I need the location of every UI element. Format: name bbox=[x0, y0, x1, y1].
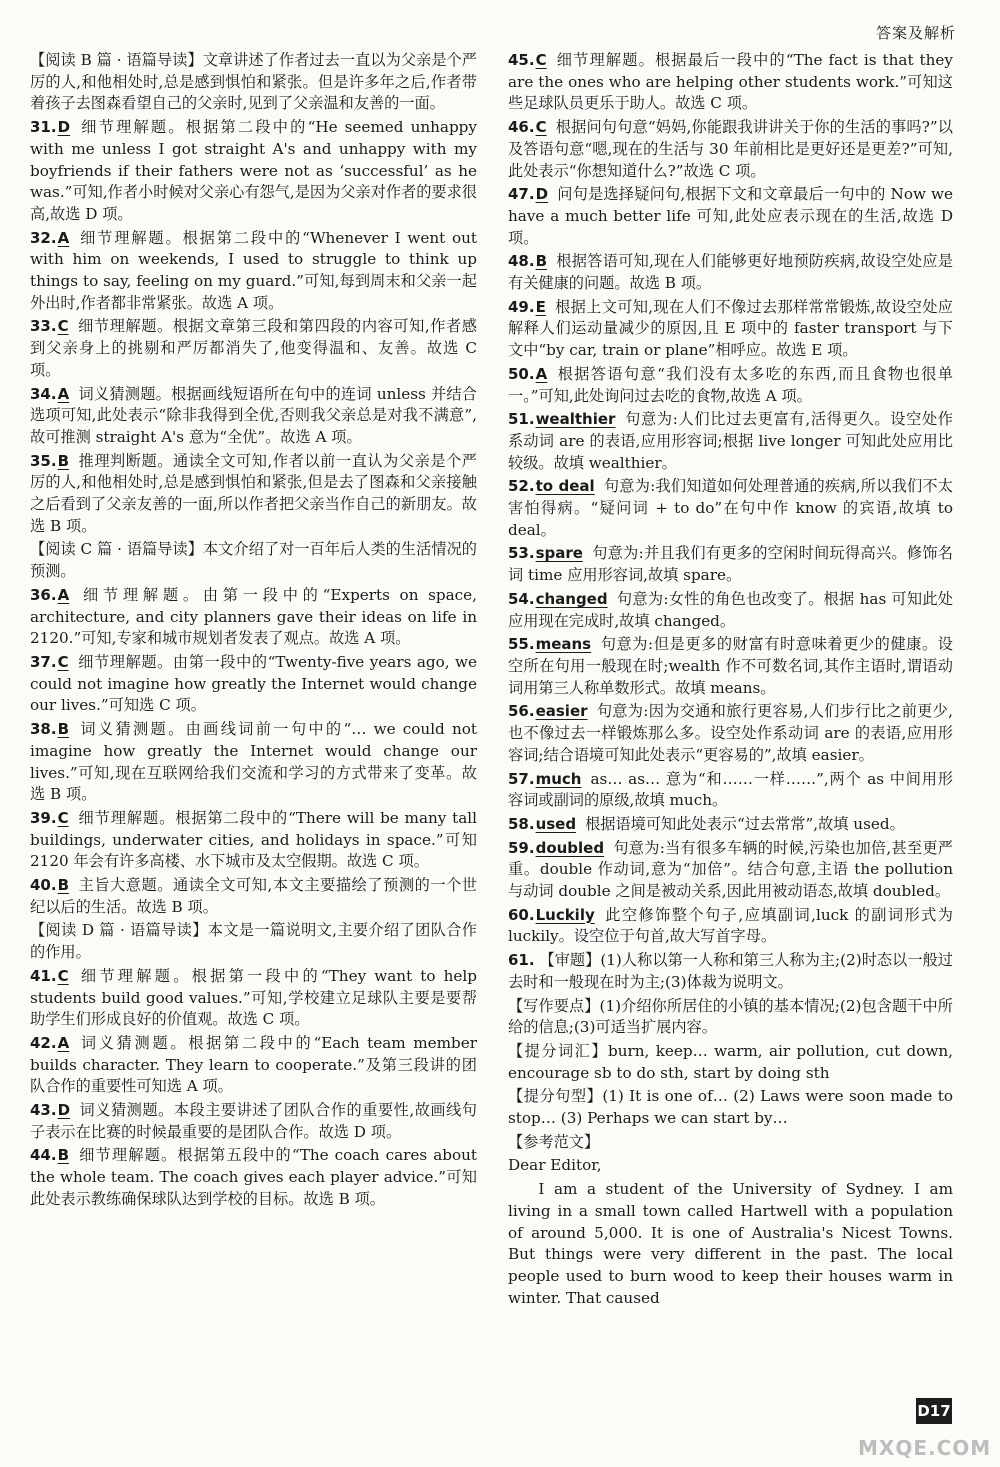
answer-item bbox=[508, 701, 953, 766]
answer-item bbox=[30, 652, 477, 717]
item-number: 48. bbox=[508, 252, 535, 271]
item-number: 34. bbox=[30, 384, 57, 403]
item-answer: doubled bbox=[535, 838, 605, 857]
item-explanation: 根据上文可知,现在人们不像过去那样常常锻炼,故设空处应解释人们运动量减少的原因,且 E 项中的 faster transport 与下文中“by car, train or plane”相呼应。故选 E 项。 bbox=[508, 297, 953, 360]
item-explanation: 句意为:因为交通和旅行更容易,人们步行比之前更少,也不像过去一样锻炼那么多。设空处作系动词 are 的表语,应用形容词;结合语境可知此处表示“更容易的”,故填 easier。 bbox=[508, 702, 953, 764]
right-column bbox=[508, 50, 953, 1311]
paragraph: 【提分词汇】burn, keep… warm, air pollution, cut down, encourage sb to do sth, start by doing sth bbox=[508, 1041, 953, 1082]
item-explanation: 细节理解题。由第一段中的“Twenty-five years ago, we could not imagine how greatly the Internet would change our lives.”可知选 C 项。 bbox=[30, 652, 477, 715]
watermark: MXQE.COM bbox=[858, 1436, 992, 1460]
item-explanation: 细节理解题。根据第二段中的“Whenever I went out with him on weekends, I used to struggle to think up things to say, feeling on my guard.”可知,每到周末和父亲一起外出时,作者都非常紧张。故选 A 项。 bbox=[30, 228, 477, 312]
item-explanation: 问句是选择疑问句,根据下文和文章最后一句中的 Now we have a much better life 可知,此处应表示现在的生活,故选 D 项。 bbox=[508, 185, 953, 247]
item-answer: A bbox=[57, 1033, 70, 1052]
item-answer: easier bbox=[535, 702, 588, 721]
item-explanation: 句意为:但是更多的财富有时意味着更少的健康。设空所在句用一般现在时;wealth 作不可数名词,其作主语时,谓语动词用第三人称单数形式。故填 means。 bbox=[508, 635, 953, 697]
item-number: 51. bbox=[508, 410, 535, 429]
item-explanation: 细节理解题。根据第五段中的“The coach cares about the whole team. The coach gives each player advice.”可知此处表示教练确保球队达到学校的目标。故选 B 项。 bbox=[30, 1146, 477, 1208]
item-number: 50. bbox=[508, 364, 535, 383]
item-explanation: 句意为:我们知道如何处理普通的疾病,所以我们不太害怕得病。“疑问词 + to do”在句中作 know 的宾语,故填 to deal。 bbox=[508, 477, 953, 539]
item-explanation: 细节理解题。根据文章第三段和第四段的内容可知,作者感到父亲身上的挑剔和严厉都消失了,他变得温和、友善。故选 C 项。 bbox=[30, 317, 477, 379]
answer-item bbox=[30, 585, 477, 650]
item-explanation: 【审题】(1)人称以第一人称和第三人称为主;(2)时态以一般过去时和一般现在时为主;(3)体裁为说明文。 bbox=[508, 951, 953, 991]
answer-item bbox=[508, 905, 953, 948]
item-answer: Luckily bbox=[535, 905, 595, 924]
answer-item bbox=[508, 950, 953, 993]
answer-item bbox=[508, 251, 953, 294]
item-number: 31. bbox=[30, 118, 57, 137]
item-number: 32. bbox=[30, 228, 57, 247]
item-number: 45. bbox=[508, 51, 535, 69]
section-intro: 【阅读 B 篇 · 语篇导读】文章讲述了作者过去一直以为父亲是个严厉的人,和他相处时,总是感到惧怕和紧张。但是许多年之后,作者带着孩子去图森看望自己的父亲时,见到了父亲温和友善的一面。 bbox=[30, 51, 477, 113]
item-answer: used bbox=[535, 814, 577, 833]
item-number: 47. bbox=[508, 185, 535, 204]
item-number: 49. bbox=[508, 297, 535, 316]
item-explanation: 词义猜测题。根据画线短语所在句中的连词 unless 并结合选项可知,此处表示“除非我得到全优,否则我父亲总是对我不满意”,故可推测 straight A's 意为“全优”。故选 A 项。 bbox=[30, 384, 477, 446]
item-explanation: 细节理解题。根据最后一段中的“The fact is that they are the ones who are helping other students work.”可知这些足球队员更乐于助人。故选 C 项。 bbox=[508, 51, 953, 113]
item-answer: changed bbox=[535, 589, 608, 608]
item-number: 59. bbox=[508, 838, 535, 857]
answer-item bbox=[508, 364, 953, 407]
item-answer: B bbox=[57, 876, 70, 895]
paragraph: Dear Editor, bbox=[508, 1156, 602, 1175]
item-explanation: 主旨大意题。通读全文可知,本文主要描绘了预测的一个世纪以后的生活。故选 B 项。 bbox=[30, 876, 477, 916]
answer-item bbox=[508, 543, 953, 586]
item-number: 39. bbox=[30, 808, 57, 827]
item-explanation: 细节理解题。根据第一段中的“They want to help students build good values.”可知,学校建立足球队主要是要帮助学生们形成良好的价值观。故选 C 项。 bbox=[30, 966, 477, 1029]
answer-item bbox=[508, 769, 953, 812]
section-intro: 【阅读 C 篇 · 语篇导读】本文介绍了对一百年后人类的生活情况的预测。 bbox=[30, 540, 477, 581]
item-answer: wealthier bbox=[535, 410, 616, 429]
item-answer: B bbox=[535, 252, 548, 271]
item-answer: D bbox=[57, 118, 71, 137]
item-explanation: 推理判断题。通读全文可知,作者以前一直认为父亲是个严厉的人,和他相处时,总是感到惧怕和紧张,但是去了图森和父亲接触之后看到了父亲友善的一面,所以作者把父亲当作自己的新朋友。故选 B 项。 bbox=[30, 451, 477, 535]
answer-item bbox=[508, 409, 953, 474]
item-answer: E bbox=[535, 297, 546, 316]
item-number: 56. bbox=[508, 702, 535, 721]
answer-item bbox=[508, 117, 953, 182]
item-explanation: as… as… 意为“和……一样……”,两个 as 中间用形容词或副词的原级,故填 much。 bbox=[508, 769, 953, 810]
item-answer: C bbox=[535, 118, 547, 137]
item-answer: C bbox=[57, 317, 69, 336]
item-number: 58. bbox=[508, 814, 535, 833]
answer-item bbox=[508, 838, 953, 903]
item-number: 36. bbox=[30, 585, 57, 604]
page-number: D17 bbox=[916, 1398, 952, 1424]
header-label: 答案及解析 bbox=[875, 24, 956, 42]
answer-item bbox=[508, 476, 953, 541]
item-answer: A bbox=[57, 585, 70, 604]
item-explanation: 此空修饰整个句子,应填副词,luck 的副词形式为 luckily。设空位于句首,故大写首字母。 bbox=[508, 905, 953, 946]
item-answer: much bbox=[535, 769, 582, 788]
item-answer: A bbox=[57, 228, 70, 247]
answer-item bbox=[30, 451, 477, 538]
item-explanation: 细节理解题。根据第二段中的“There will be many tall buildings, underwater cities, and holidays in space.”可知 2120 年会有许多高楼、水下城市及太空假期。故选 C 项。 bbox=[30, 808, 477, 871]
item-number: 42. bbox=[30, 1033, 57, 1052]
item-number: 55. bbox=[508, 635, 535, 654]
item-explanation: 词义猜测题。本段主要讲述了团队合作的重要性,故画线句子表示在比赛的时候最重要的是团队合作。故选 D 项。 bbox=[30, 1101, 477, 1141]
item-explanation: 根据答语可知,现在人们能够更好地预防疾病,故设空处应是有关健康的问题。故选 B 项。 bbox=[508, 252, 953, 293]
item-explanation: 词义猜测题。由画线词前一句中的“… we could not imagine how greatly the Internet would change our lives.”可知,现在互联网给我们交流和学习的方式带来了变革。故选 B 项。 bbox=[30, 720, 477, 804]
answer-item bbox=[30, 1033, 477, 1098]
item-number: 33. bbox=[30, 317, 57, 336]
item-explanation: 句意为:当有很多车辆的时候,污染也加倍,甚至更严重。double 作动词,意为“加倍”。结合句意,主语 the pollution 与动词 double 之间是被动关系,因此用被动语态,故填 doubled。 bbox=[508, 838, 953, 901]
answer-item bbox=[30, 966, 477, 1031]
item-answer: C bbox=[535, 51, 547, 69]
answer-item bbox=[30, 719, 477, 806]
item-number: 52. bbox=[508, 477, 535, 496]
item-explanation: 词义猜测题。根据第二段中的“Each team member builds character. They learn to cooperate.”及第三段讲的团队合作的重要性可知选 A 项。 bbox=[30, 1033, 477, 1096]
item-explanation: 根据答语句意“我们没有太多吃的东西,而且食物也很单一。”可知,此处询问过去吃的食物,故选 A 项。 bbox=[508, 364, 953, 405]
answer-item bbox=[508, 634, 953, 699]
answer-item bbox=[30, 808, 477, 873]
answer-item bbox=[508, 589, 953, 632]
item-answer: spare bbox=[535, 544, 583, 563]
paragraph: 【提分句型】(1) It is one of… (2) Laws were soon made to stop… (3) Perhaps we can start by… bbox=[508, 1087, 953, 1128]
item-number: 40. bbox=[30, 876, 57, 895]
answer-item bbox=[30, 228, 477, 315]
item-number: 37. bbox=[30, 652, 57, 671]
item-answer: B bbox=[57, 451, 70, 470]
item-number: 54. bbox=[508, 589, 535, 608]
item-answer: C bbox=[57, 966, 69, 985]
item-answer: B bbox=[57, 1146, 70, 1165]
essay-paragraph: I am a student of the University of Sydney. I am living in a small town called Hartwell with a population of around 5,000. It is one of Australia's Nicest Towns. But things were very different in the past. The local people used to burn wood to keep their houses warm in winter. That caused bbox=[508, 1180, 953, 1307]
item-answer: means bbox=[535, 635, 592, 654]
item-answer: A bbox=[535, 364, 548, 383]
item-number: 41. bbox=[30, 966, 57, 985]
item-answer: to deal bbox=[535, 477, 595, 496]
item-number: 43. bbox=[30, 1101, 57, 1120]
section-intro: 【阅读 D 篇 · 语篇导读】本文是一篇说明文,主要介绍了团队合作的作用。 bbox=[30, 921, 477, 962]
item-answer: C bbox=[57, 808, 69, 827]
item-answer: B bbox=[57, 720, 70, 739]
answer-item bbox=[30, 1100, 477, 1143]
answer-item bbox=[30, 875, 477, 918]
item-explanation: 细节理解题。由第一段中的“Experts on space, architecture, and city planners gave their ideas on life in 2120.”可知,专家和城市规划者发表了观点。故选 A 项。 bbox=[30, 585, 477, 648]
item-answer: C bbox=[57, 652, 69, 671]
item-number: 35. bbox=[30, 451, 57, 470]
item-number: 38. bbox=[30, 720, 57, 739]
item-explanation: 句意为:并且我们有更多的空闲时间玩得高兴。修饰名词 time 应用形容词,故填 spare。 bbox=[508, 544, 953, 585]
answer-item bbox=[508, 184, 953, 249]
answer-item bbox=[30, 384, 477, 449]
answer-item bbox=[508, 50, 953, 115]
item-answer: A bbox=[57, 384, 70, 403]
item-answer: D bbox=[57, 1101, 71, 1120]
item-number: 61. bbox=[508, 951, 535, 970]
item-explanation: 细节理解题。根据第二段中的“He seemed unhappy with me unless I got straight A's and unhappy with my boyfriends if their fathers were not as ‘successful’ as he was.”可知,作者小时候对父亲心有怨气,是因为父亲对作者的要求很高,故选 D 项。 bbox=[30, 118, 477, 223]
answer-item bbox=[30, 1145, 477, 1210]
item-number: 57. bbox=[508, 769, 535, 788]
paragraph: 【写作要点】(1)介绍你所居住的小镇的基本情况;(2)包含题干中所给的信息;(3)可适当扩展内容。 bbox=[508, 996, 953, 1037]
item-number: 46. bbox=[508, 118, 535, 137]
item-answer: D bbox=[535, 185, 549, 204]
item-number: 53. bbox=[508, 544, 535, 563]
item-explanation: 根据语境可知此处表示“过去常常”,故填 used。 bbox=[585, 814, 905, 833]
item-number: 44. bbox=[30, 1146, 57, 1165]
item-explanation: 句意为:人们比过去更富有,活得更久。设空处作系动词 are 的表语,应用形容词;根据 live longer 可知此处应用比较级。故填 wealthier。 bbox=[508, 410, 953, 472]
answer-item bbox=[30, 117, 477, 226]
item-number: 60. bbox=[508, 905, 535, 924]
item-explanation: 句意为:女性的角色也改变了。根据 has 可知此处应用现在完成时,故填 changed。 bbox=[508, 589, 953, 630]
answer-item bbox=[508, 297, 953, 362]
answer-item bbox=[30, 316, 477, 381]
answer-item bbox=[508, 814, 953, 836]
left-column bbox=[30, 50, 477, 1213]
paragraph: 【参考范文】 bbox=[508, 1132, 600, 1151]
item-explanation: 根据问句句意“妈妈,你能跟我讲讲关于你的生活的事吗?”以及答语句意“嗯,现在的生活与 30 年前相比是更好还是更差?”可知,此处表示“你想知道什么?”故选 C 项。 bbox=[508, 118, 953, 180]
